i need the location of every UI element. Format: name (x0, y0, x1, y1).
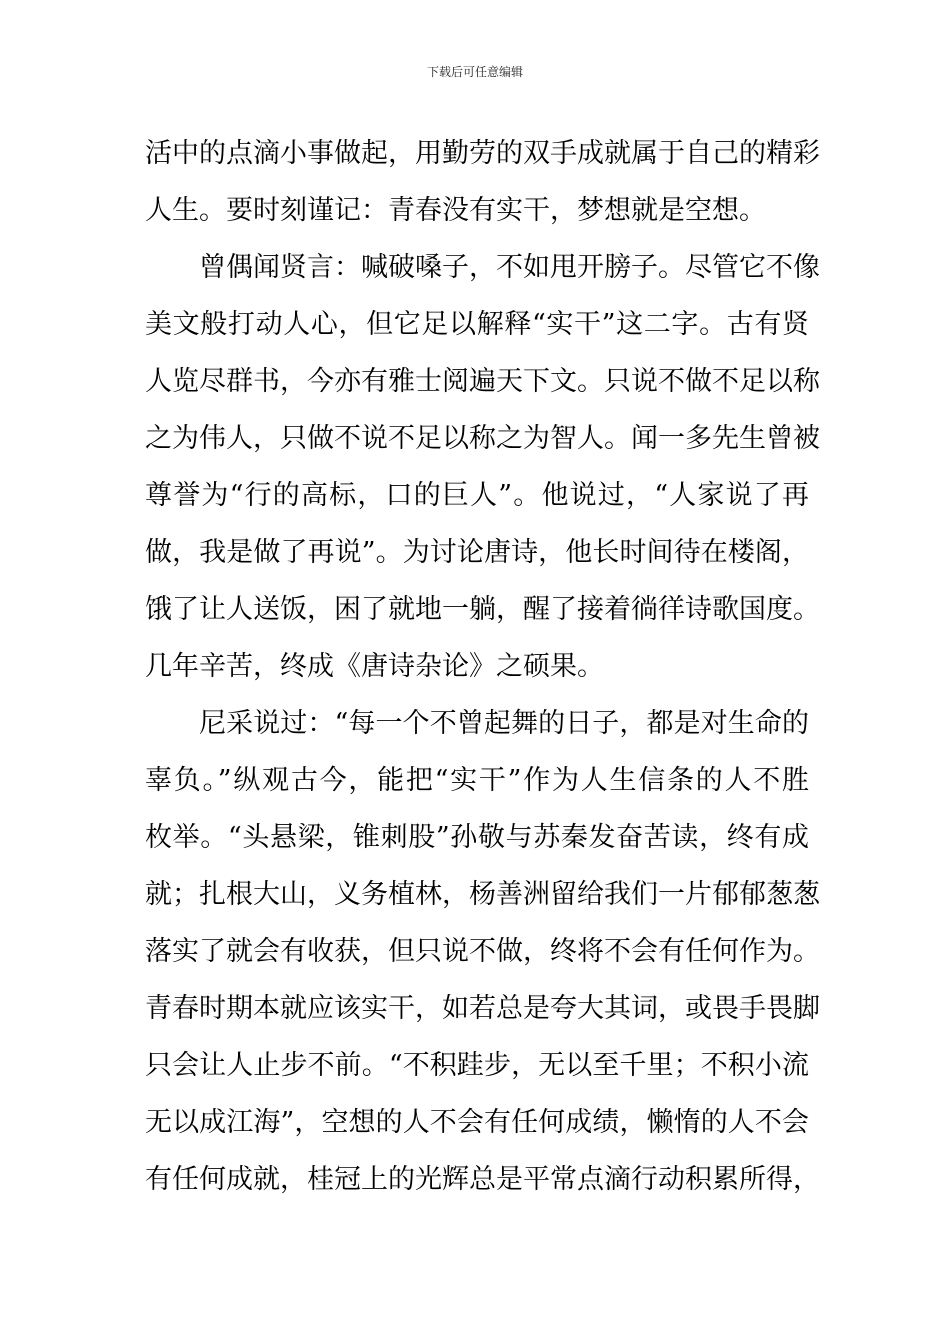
text-line: 人览尽群书，今亦有雅士阅遍天下文。只说不做不足以称 (145, 366, 820, 397)
text-line: 只会让人止步不前。“不积跬步，无以至千里；不积小流 (145, 1050, 809, 1081)
text-line: 几年辛苦，终成《唐诗杂论》之硕果。 (145, 651, 604, 682)
text-line: 饿了让人送饭，困了就地一躺，醒了接着徜徉诗歌国度。 (145, 594, 820, 625)
text-line: 做，我是做了再说”。为讨论唐诗，他长时间待在楼阁， (145, 537, 809, 568)
text-line: 落实了就会有收获，但只说不做，终将不会有任何作为。 (145, 936, 820, 967)
text-line: 无以成江海”，空想的人不会有任何成绩，懒惰的人不会 (145, 1107, 809, 1138)
text-line: 就；扎根大山，义务植林，杨善洲留给我们一片郁郁葱葱 (145, 879, 820, 910)
page-header: 下载后可任意编辑 (426, 65, 523, 79)
text-line: 活中的点滴小事做起，用勤劳的双手成就属于自己的精彩 (145, 138, 820, 169)
text-line: 美文般打动人心，但它足以解释“实干”这二字。古有贤 (145, 309, 809, 340)
text-line: 辜负。”纵观古今，能把“实干”作为人生信条的人不胜 (145, 765, 809, 796)
text-line: 之为伟人，只做不说不足以称之为智人。闻一多先生曾被 (145, 423, 820, 454)
text-line: 有任何成就，桂冠上的光辉总是平常点滴行动积累所得， (145, 1164, 820, 1195)
document-body (145, 125, 820, 1208)
text-line: 尊誉为“行的高标，口的巨人”。他说过，“人家说了再 (145, 480, 809, 511)
text-line: 人生。要时刻谨记：青春没有实干，梦想就是空想。 (145, 195, 766, 226)
text-line: 枚举。“头悬梁，锥刺股”孙敬与苏秦发奋苦读，终有成 (145, 822, 809, 853)
text-line: 青春时期本就应该实干，如若总是夸大其词，或畏手畏脚 (145, 993, 820, 1024)
text-line: 曾偶闻贤言：喊破嗓子，不如甩开膀子。尽管它不像 (199, 252, 820, 283)
text-line: 尼采说过：“每一个不曾起舞的日子，都是对生命的 (199, 708, 809, 739)
